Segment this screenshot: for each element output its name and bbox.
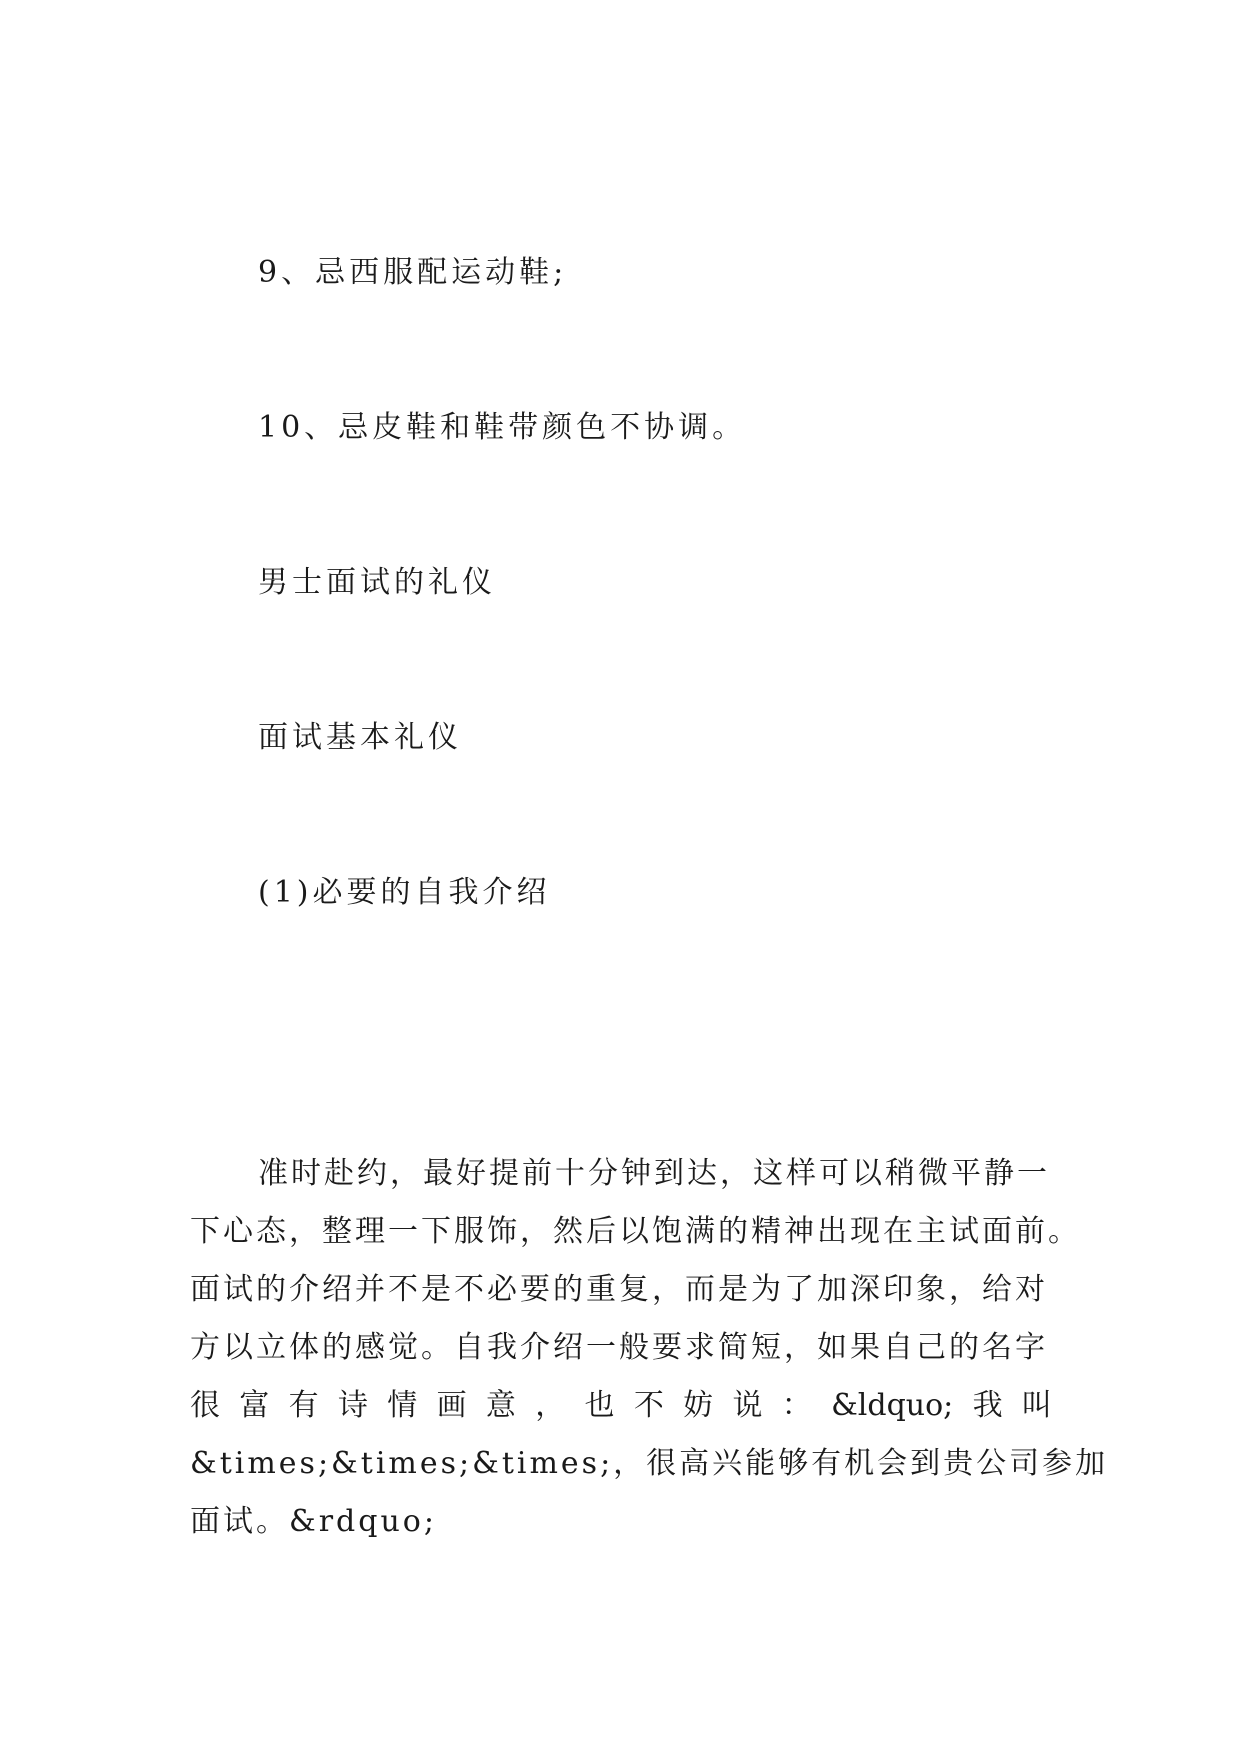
- subheading-self-introduction: (1)必要的自我介绍: [258, 875, 551, 910]
- paragraph-line-1: 准时赴约，最好提前十分钟到达，这样可以稍微平静一: [258, 1156, 1050, 1191]
- section-heading-men-etiquette: 男士面试的礼仪: [258, 565, 496, 600]
- list-item-10: 10、忌皮鞋和鞋带颜色不协调。: [258, 410, 747, 445]
- paragraph-line-5-part: 也: [584, 1388, 615, 1423]
- paragraph-line-5-part: 妨: [683, 1388, 714, 1423]
- paragraph-line-5-part: 很: [190, 1388, 220, 1423]
- paragraph-line-5-part: 富: [239, 1388, 270, 1423]
- paragraph-line-5-part: 有: [288, 1388, 319, 1423]
- paragraph-line-2: 下心态，整理一下服饰，然后以饱满的精神出现在主试面前。: [190, 1214, 1081, 1249]
- paragraph-line-5-part: ，: [535, 1388, 566, 1423]
- paragraph-line-5: [190, 1377, 1052, 1435]
- section-heading-basic-etiquette: 面试基本礼仪: [258, 720, 462, 755]
- paragraph-line-3: 面试的介绍并不是不必要的重复，而是为了加深印象，给对: [190, 1272, 1048, 1307]
- paragraph-line-5-part: 诗: [337, 1388, 368, 1423]
- paragraph-line-5-part: 叫: [1021, 1388, 1052, 1423]
- paragraph-line-5-part: 说: [732, 1388, 763, 1423]
- list-item-9: 9、忌西服配运动鞋;: [258, 255, 568, 290]
- paragraph-line-7: 面试。&rdquo;: [190, 1504, 437, 1539]
- paragraph-line-5-part: ：: [781, 1388, 812, 1423]
- paragraph-line-4: 方以立体的感觉。自我介绍一般要求简短，如果自己的名字: [190, 1330, 1048, 1365]
- paragraph-line-5-part: 我: [972, 1388, 1003, 1423]
- paragraph-line-6: &times;&times;&times;，很高兴能够有机会到贵公司参加: [190, 1446, 1109, 1481]
- paragraph-line-5-part: &ldquo;: [831, 1388, 954, 1423]
- paragraph-line-5-part: 画: [436, 1388, 467, 1423]
- body-paragraph: [190, 1145, 1109, 1551]
- paragraph-line-5-part: 意: [485, 1388, 516, 1423]
- paragraph-line-5-part: 情: [387, 1388, 418, 1423]
- paragraph-line-5-part: 不: [633, 1388, 664, 1423]
